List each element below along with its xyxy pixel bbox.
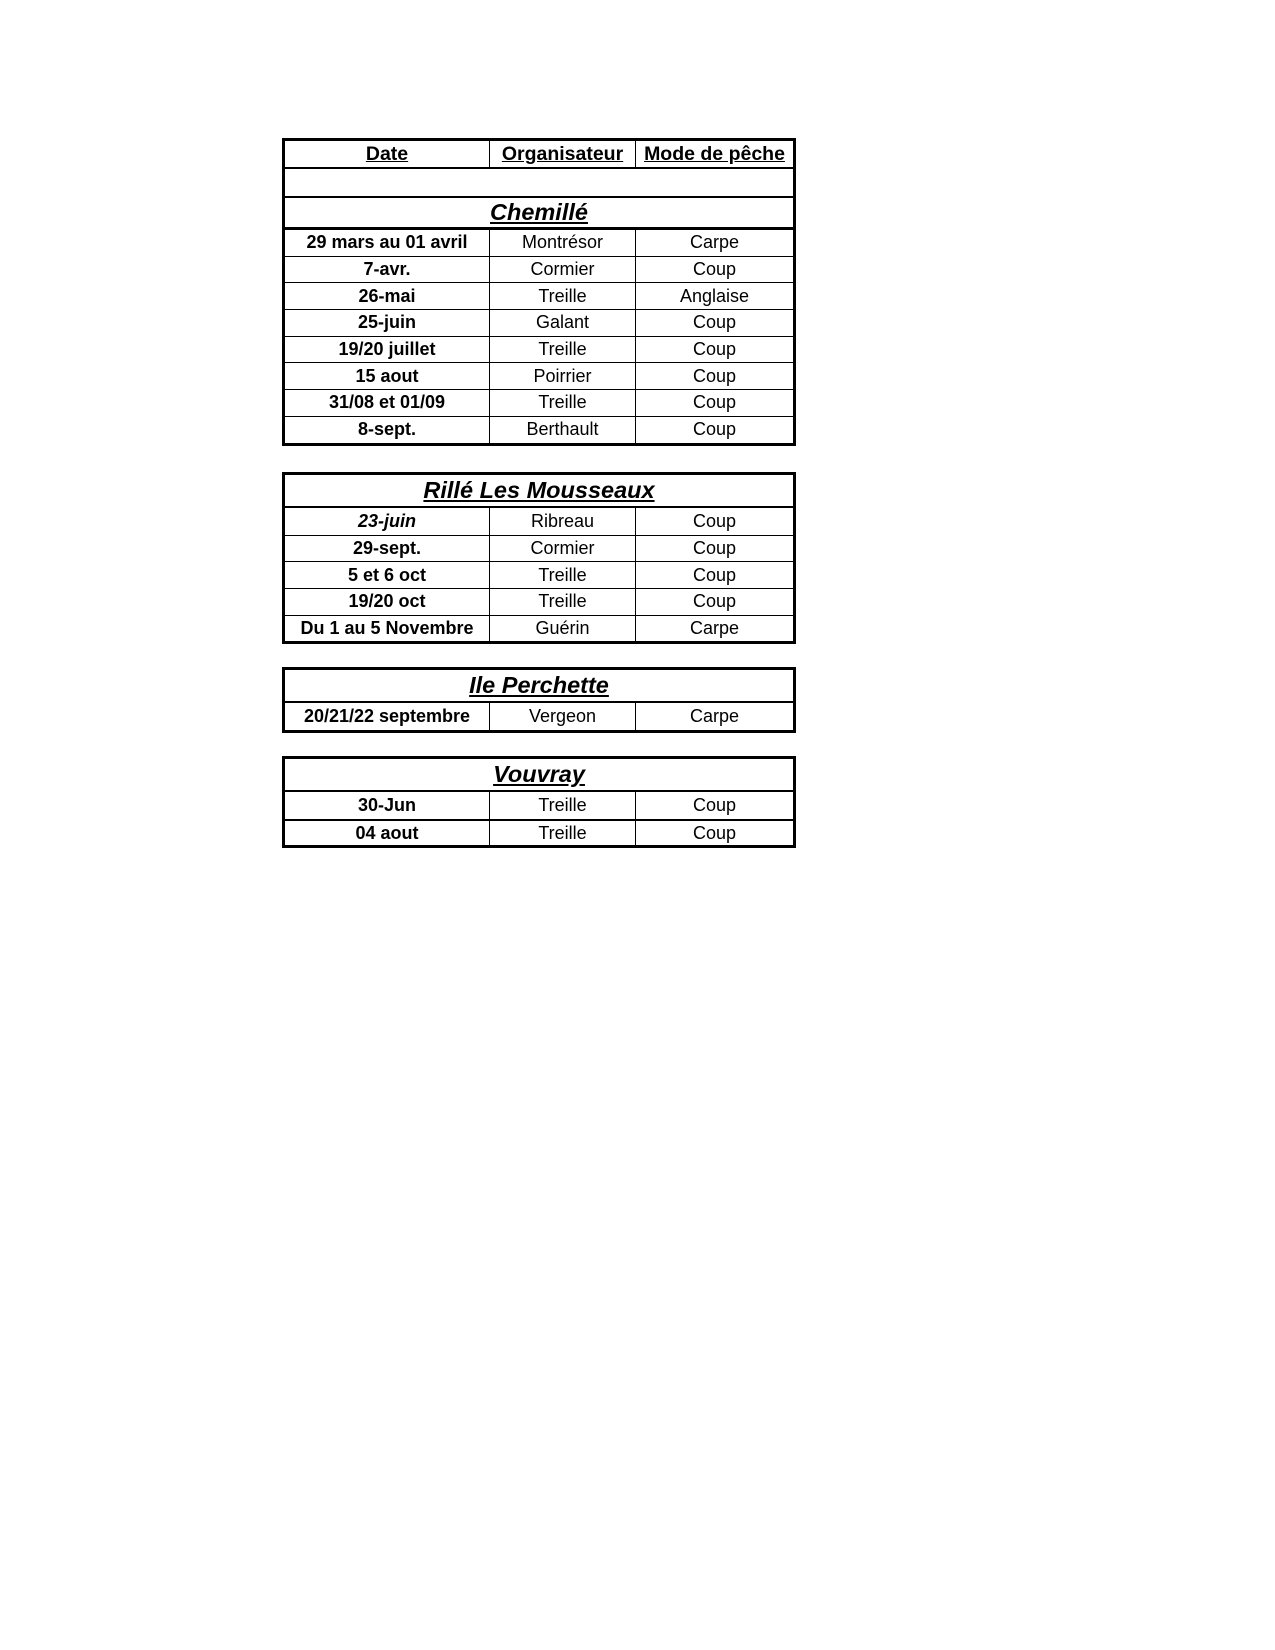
cell-organisateur: Guérin bbox=[489, 616, 635, 642]
table-chemille bbox=[282, 138, 796, 446]
section-title-rille: Rillé Les Mousseaux bbox=[285, 475, 793, 508]
cell-date: 15 aout bbox=[355, 365, 419, 386]
table-rille-les-mousseaux bbox=[282, 472, 796, 644]
cell-organisateur: Treille bbox=[489, 792, 635, 819]
cell-date: Du 1 au 5 Novembre bbox=[300, 618, 474, 639]
cell-date: 23-juin bbox=[357, 510, 416, 531]
cell-date: 30-Jun bbox=[357, 794, 417, 815]
cell-date: 25-juin bbox=[357, 312, 416, 333]
cell-mode: Coup bbox=[635, 257, 793, 283]
cell-mode: Coup bbox=[635, 792, 793, 819]
cell-organisateur: Treille bbox=[489, 390, 635, 416]
cell-organisateur: Vergeon bbox=[489, 703, 635, 730]
cell-mode: Coup bbox=[635, 562, 793, 588]
cell-organisateur: Ribreau bbox=[489, 508, 635, 535]
cell-mode: Carpe bbox=[635, 616, 793, 642]
table-row bbox=[285, 819, 793, 846]
cell-mode: Carpe bbox=[635, 230, 793, 256]
table-row bbox=[285, 229, 793, 256]
cell-mode: Coup bbox=[635, 508, 793, 535]
table-row bbox=[285, 256, 793, 283]
cell-mode: Coup bbox=[635, 417, 793, 443]
header-organisateur: Organisateur bbox=[489, 141, 635, 167]
cell-mode: Carpe bbox=[635, 703, 793, 730]
cell-organisateur: Treille bbox=[489, 589, 635, 615]
cell-mode: Coup bbox=[635, 337, 793, 363]
cell-date: 04 aout bbox=[355, 822, 419, 843]
section-title-vouvray: Vouvray bbox=[285, 759, 793, 792]
table-row bbox=[285, 561, 793, 588]
cell-mode: Coup bbox=[635, 310, 793, 336]
section-title-chemille: Chemillé bbox=[285, 196, 793, 229]
header-date: Date bbox=[365, 142, 409, 165]
cell-organisateur: Cormier bbox=[489, 257, 635, 283]
table-row bbox=[285, 703, 793, 730]
cell-date: 29 mars au 01 avril bbox=[306, 232, 468, 253]
section-title-ile-perchette: Ile Perchette bbox=[285, 670, 793, 703]
table-row bbox=[285, 508, 793, 535]
cell-mode: Coup bbox=[635, 536, 793, 562]
cell-organisateur: Galant bbox=[489, 310, 635, 336]
table-ile-perchette bbox=[282, 667, 796, 733]
table-row bbox=[285, 389, 793, 416]
cell-date: 19/20 juillet bbox=[338, 339, 436, 360]
cell-mode: Coup bbox=[635, 821, 793, 846]
cell-organisateur: Montrésor bbox=[489, 230, 635, 256]
cell-mode: Coup bbox=[635, 363, 793, 389]
cell-organisateur: Berthault bbox=[489, 417, 635, 443]
cell-date: 31/08 et 01/09 bbox=[328, 392, 446, 413]
cell-mode: Anglaise bbox=[635, 283, 793, 309]
cell-date: 29-sept. bbox=[352, 538, 422, 559]
cell-mode: Coup bbox=[635, 390, 793, 416]
cell-organisateur: Treille bbox=[489, 337, 635, 363]
cell-organisateur: Treille bbox=[489, 283, 635, 309]
table-row bbox=[285, 362, 793, 389]
table-row bbox=[285, 336, 793, 363]
table-row bbox=[285, 535, 793, 562]
cell-date: 8-sept. bbox=[357, 419, 417, 440]
cell-organisateur: Cormier bbox=[489, 536, 635, 562]
cell-date: 5 et 6 oct bbox=[347, 564, 427, 585]
table-row bbox=[285, 416, 793, 443]
cell-organisateur: Treille bbox=[489, 821, 635, 846]
cell-organisateur: Poirrier bbox=[489, 363, 635, 389]
table-row bbox=[285, 309, 793, 336]
table-row bbox=[285, 588, 793, 615]
cell-organisateur: Treille bbox=[489, 562, 635, 588]
table-row bbox=[285, 615, 793, 642]
cell-mode: Coup bbox=[635, 589, 793, 615]
table-row bbox=[285, 792, 793, 819]
table-vouvray bbox=[282, 756, 796, 848]
cell-date: 26-mai bbox=[358, 285, 416, 306]
cell-date: 20/21/22 septembre bbox=[303, 705, 471, 726]
header-mode: Mode de pêche bbox=[635, 141, 793, 167]
table-header-row bbox=[285, 141, 793, 169]
table-row bbox=[285, 282, 793, 309]
cell-date: 19/20 oct bbox=[348, 591, 426, 612]
blank-row bbox=[285, 169, 793, 196]
cell-date: 7-avr. bbox=[363, 259, 411, 280]
